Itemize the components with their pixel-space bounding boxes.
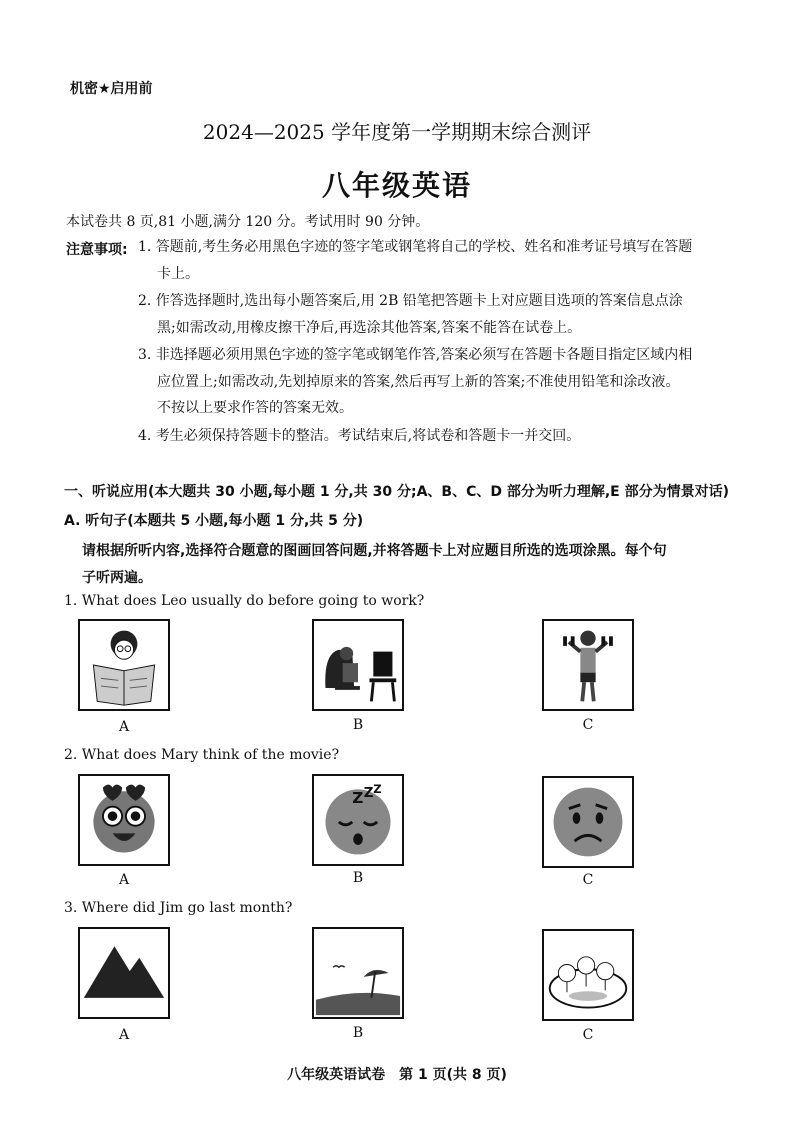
- question-1: 1. What does Leo usually do before going to work?: [64, 593, 425, 609]
- beach-icon: [314, 929, 402, 1017]
- part-heading: A. 听句子(本题共 5 小题,每小题 1 分,共 5 分): [64, 513, 364, 529]
- svg-text:Z: Z: [373, 782, 382, 797]
- option-label: B: [352, 870, 364, 886]
- option-3a[interactable]: [78, 927, 170, 1019]
- section-heading: 一、听说应用(本大题共 30 小题,每小题 1 分,共 30 分;A、B、C、D 部分为听力理解,E 部分为情景对话): [64, 484, 730, 500]
- option-1a[interactable]: [78, 619, 170, 711]
- instruction-line: 子听两遍。: [82, 570, 152, 586]
- option-2a[interactable]: [78, 774, 170, 866]
- question-3: 3. Where did Jim go last month?: [64, 900, 293, 916]
- option-label: B: [352, 1025, 364, 1041]
- reading-newspaper-icon: [80, 621, 168, 709]
- option-label: C: [582, 872, 594, 888]
- option-3c[interactable]: [542, 929, 634, 1021]
- exam-title: 2024—2025 学年度第一学期期末综合测评: [202, 120, 592, 144]
- notice-line: 卡上。: [157, 265, 199, 282]
- mountains-icon: [80, 929, 168, 1017]
- option-3b[interactable]: [312, 927, 404, 1019]
- notice-line: 4. 考生必须保持答题卡的整洁。考试结束后,将试卷和答题卡一并交回。: [138, 428, 581, 444]
- notice-line: 应位置上;如需改动,先划掉原来的答案,然后再写上新的答案;不准使用铅笔和涂改液。: [157, 373, 680, 390]
- subject-title: 八年级英语: [321, 169, 472, 202]
- svg-text:Z: Z: [352, 788, 364, 807]
- option-label: C: [582, 1027, 594, 1043]
- option-label: A: [118, 719, 130, 735]
- notice-item-4: [138, 423, 758, 450]
- notice-line: 2. 作答选择题时,选出每小题答案后,用 2B 铅笔把答题卡上对应题目选项的答案信息点涂: [138, 293, 683, 309]
- sad-face-icon: [544, 778, 632, 866]
- instruction-line: 请根据所听内容,选择符合题意的图画回答问题,并将答题卡上对应题目所选的选项涂黑。每个句: [82, 543, 667, 559]
- page-footer: 八年级英语试卷 第 1 页(共 8 页): [287, 1067, 507, 1083]
- question-2: 2. What does Mary think of the movie?: [64, 747, 340, 763]
- notice-item-1: [138, 234, 758, 287]
- option-1c[interactable]: [542, 619, 634, 711]
- option-label: B: [352, 717, 364, 733]
- sleepy-face-icon: [314, 776, 402, 864]
- notice-line: 黑;如需改动,用橡皮擦干净后,再选涂其他答案,答案不能答在试卷上。: [157, 319, 582, 336]
- option-2b[interactable]: [312, 774, 404, 866]
- option-label: A: [118, 872, 130, 888]
- park-icon: [544, 931, 632, 1019]
- notice-line: 3. 非选择题必须用黑色字迹的签字笔或钢笔作答,答案必须写在答题卡各题目指定区域内相: [138, 347, 693, 363]
- notice-line: 不按以上要求作答的答案无效。: [157, 400, 353, 416]
- notice-item-2: [138, 288, 758, 341]
- confidential-mark: 机密★启用前: [70, 81, 153, 97]
- exercising-dumbbells-icon: [544, 621, 632, 709]
- watching-tv-icon: [314, 621, 402, 709]
- option-label: C: [582, 717, 594, 733]
- love-eyes-face-icon: [80, 776, 168, 864]
- svg-text:Z: Z: [363, 786, 374, 802]
- option-1b[interactable]: [312, 619, 404, 711]
- listening-instructions: [82, 538, 742, 592]
- exam-info: 本试卷共 8 页,81 小题,满分 120 分。考试用时 90 分钟。: [66, 214, 430, 230]
- notice-item-3: [138, 342, 758, 422]
- notice-line: 1. 答题前,考生务必用黑色字迹的签字笔或钢笔将自己的学校、姓名和准考证号填写在答题: [138, 239, 693, 255]
- option-2c[interactable]: [542, 776, 634, 868]
- option-label: A: [118, 1027, 130, 1043]
- notice-heading: 注意事项:: [66, 242, 128, 258]
